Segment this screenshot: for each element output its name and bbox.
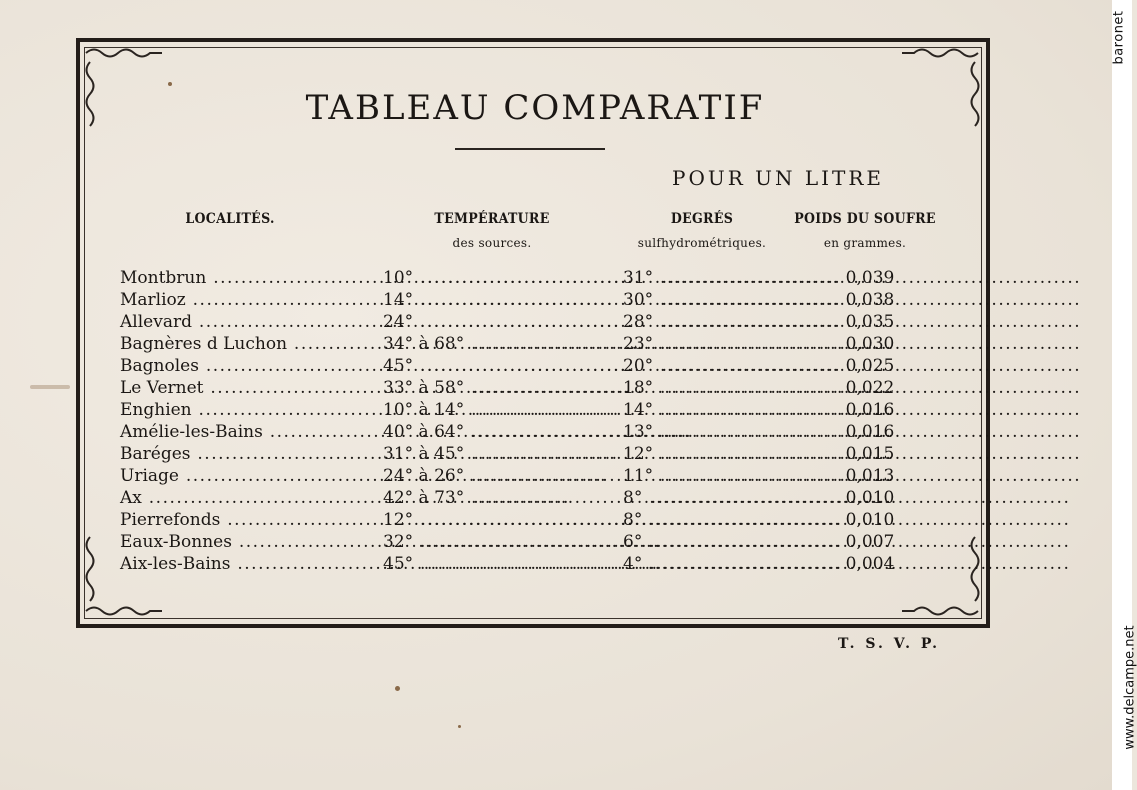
foxing-spot (458, 725, 461, 728)
degrees-cell: 31° ..... (623, 267, 773, 289)
temperature-cell: 10° à 14° ..... (383, 399, 598, 421)
column-sub-degres: sulfhydrométriques. (637, 236, 767, 250)
locality-cell: Eaux-Bonnes ..... (120, 531, 360, 553)
locality-cell: Bagnères d Luchon ..... (120, 333, 360, 355)
temperature-cell: 32° ..... (383, 531, 598, 553)
degrees-cell: 8° ..... (623, 487, 773, 509)
temperature-cell: 14° ..... (383, 289, 598, 311)
ornament-left-lower-icon (83, 535, 97, 605)
ornament-top-left-icon (84, 46, 164, 60)
sulfur-cell: 0,025 (845, 356, 895, 376)
column-heading-poids: POIDS DU SOUFRE (794, 211, 936, 227)
ornament-bottom-right-icon (900, 604, 980, 618)
sulfur-cell: 0,039 (845, 268, 895, 288)
ornament-left-upper-icon (83, 60, 97, 130)
document-title: TABLEAU COMPARATIF (305, 88, 765, 128)
locality-cell: Baréges ..... (120, 443, 360, 465)
locality-cell: Pierrefonds ..... (120, 509, 360, 531)
sulfur-cell: 0,010 (845, 488, 895, 508)
ornament-top-right-icon (900, 46, 980, 60)
temperature-cell: 24° ..... (383, 311, 598, 333)
locality-cell: Le Vernet ..... (120, 377, 360, 399)
temperature-cell: 42° à 73° ..... (383, 487, 598, 509)
locality-cell: Amélie-les-Bains ..... (120, 421, 360, 443)
temperature-cell: 10° ..... (383, 267, 598, 289)
column-heading-temperature: TEMPÉRATURE (434, 211, 550, 227)
sulfur-cell: 0,007 (845, 532, 895, 552)
column-sub-poids: en grammes. (823, 236, 907, 250)
sulfur-cell: 0,022 (845, 378, 895, 398)
column-heading-degres: DEGRÉS (670, 211, 734, 227)
degrees-cell: 28° ..... (623, 311, 773, 333)
temperature-cell: 33° à 58° ..... (383, 377, 598, 399)
degrees-cell: 14° ..... (623, 399, 773, 421)
degrees-cell: 23° ..... (623, 333, 773, 355)
page-turn-note: T. S. V. P. (838, 636, 940, 652)
temperature-cell: 34° à 68° ..... (383, 333, 598, 355)
degrees-cell: 18° ..... (623, 377, 773, 399)
degrees-cell: 12° ..... (623, 443, 773, 465)
sulfur-cell: 0,030 (845, 334, 895, 354)
sulfur-cell: 0,038 (845, 290, 895, 310)
watermark-bottom: www.delcampe.net (1122, 625, 1137, 750)
foxing-spot (395, 686, 400, 691)
sulfur-cell: 0,035 (845, 312, 895, 332)
sulfur-cell: 0,016 (845, 422, 895, 442)
temperature-cell: 45° ..... (383, 553, 598, 575)
column-heading-localites: LOCALITÉS. (185, 211, 275, 227)
sulfur-cell: 0,015 (845, 444, 895, 464)
locality-cell: Uriage ..... (120, 465, 360, 487)
watermark-top: baronet (1111, 10, 1127, 65)
locality-cell: Bagnoles ..... (120, 355, 360, 377)
temperature-cell: 12° ..... (383, 509, 598, 531)
degrees-cell: 11° ..... (623, 465, 773, 487)
title-divider (455, 148, 605, 150)
temperature-cell: 45° ..... (383, 355, 598, 377)
sulfur-cell: 0,010 (845, 510, 895, 530)
sulfur-cell: 0,016 (845, 400, 895, 420)
sulfur-cell: 0,004 (845, 554, 895, 574)
document-subtitle: POUR UN LITRE (672, 166, 885, 190)
ornament-bottom-left-icon (84, 604, 164, 618)
degrees-cell: 8° ..... (623, 509, 773, 531)
degrees-cell: 20° ..... (623, 355, 773, 377)
temperature-cell: 24° à 26° ..... (383, 465, 598, 487)
locality-cell: Allevard ..... (120, 311, 360, 333)
sulfur-cell: 0,013 (845, 466, 895, 486)
locality-cell: Enghien ..... (120, 399, 360, 421)
locality-cell: Aix-les-Bains ..... (120, 553, 360, 575)
degrees-cell: 13° ..... (623, 421, 773, 443)
temperature-cell: 31° à 45° ..... (383, 443, 598, 465)
column-sub-temperature: des sources. (452, 236, 532, 250)
locality-cell: Marlioz ..... (120, 289, 360, 311)
ornament-right-upper-icon (968, 60, 982, 130)
degrees-cell: 30° ..... (623, 289, 773, 311)
degrees-cell: 6° ..... (623, 531, 773, 553)
locality-cell: Montbrun ..... (120, 267, 360, 289)
degrees-cell: 4° ..... (623, 553, 773, 575)
stain-mark (30, 385, 70, 389)
temperature-cell: 40° à 64° ..... (383, 421, 598, 443)
locality-cell: Ax ..... (120, 487, 360, 509)
